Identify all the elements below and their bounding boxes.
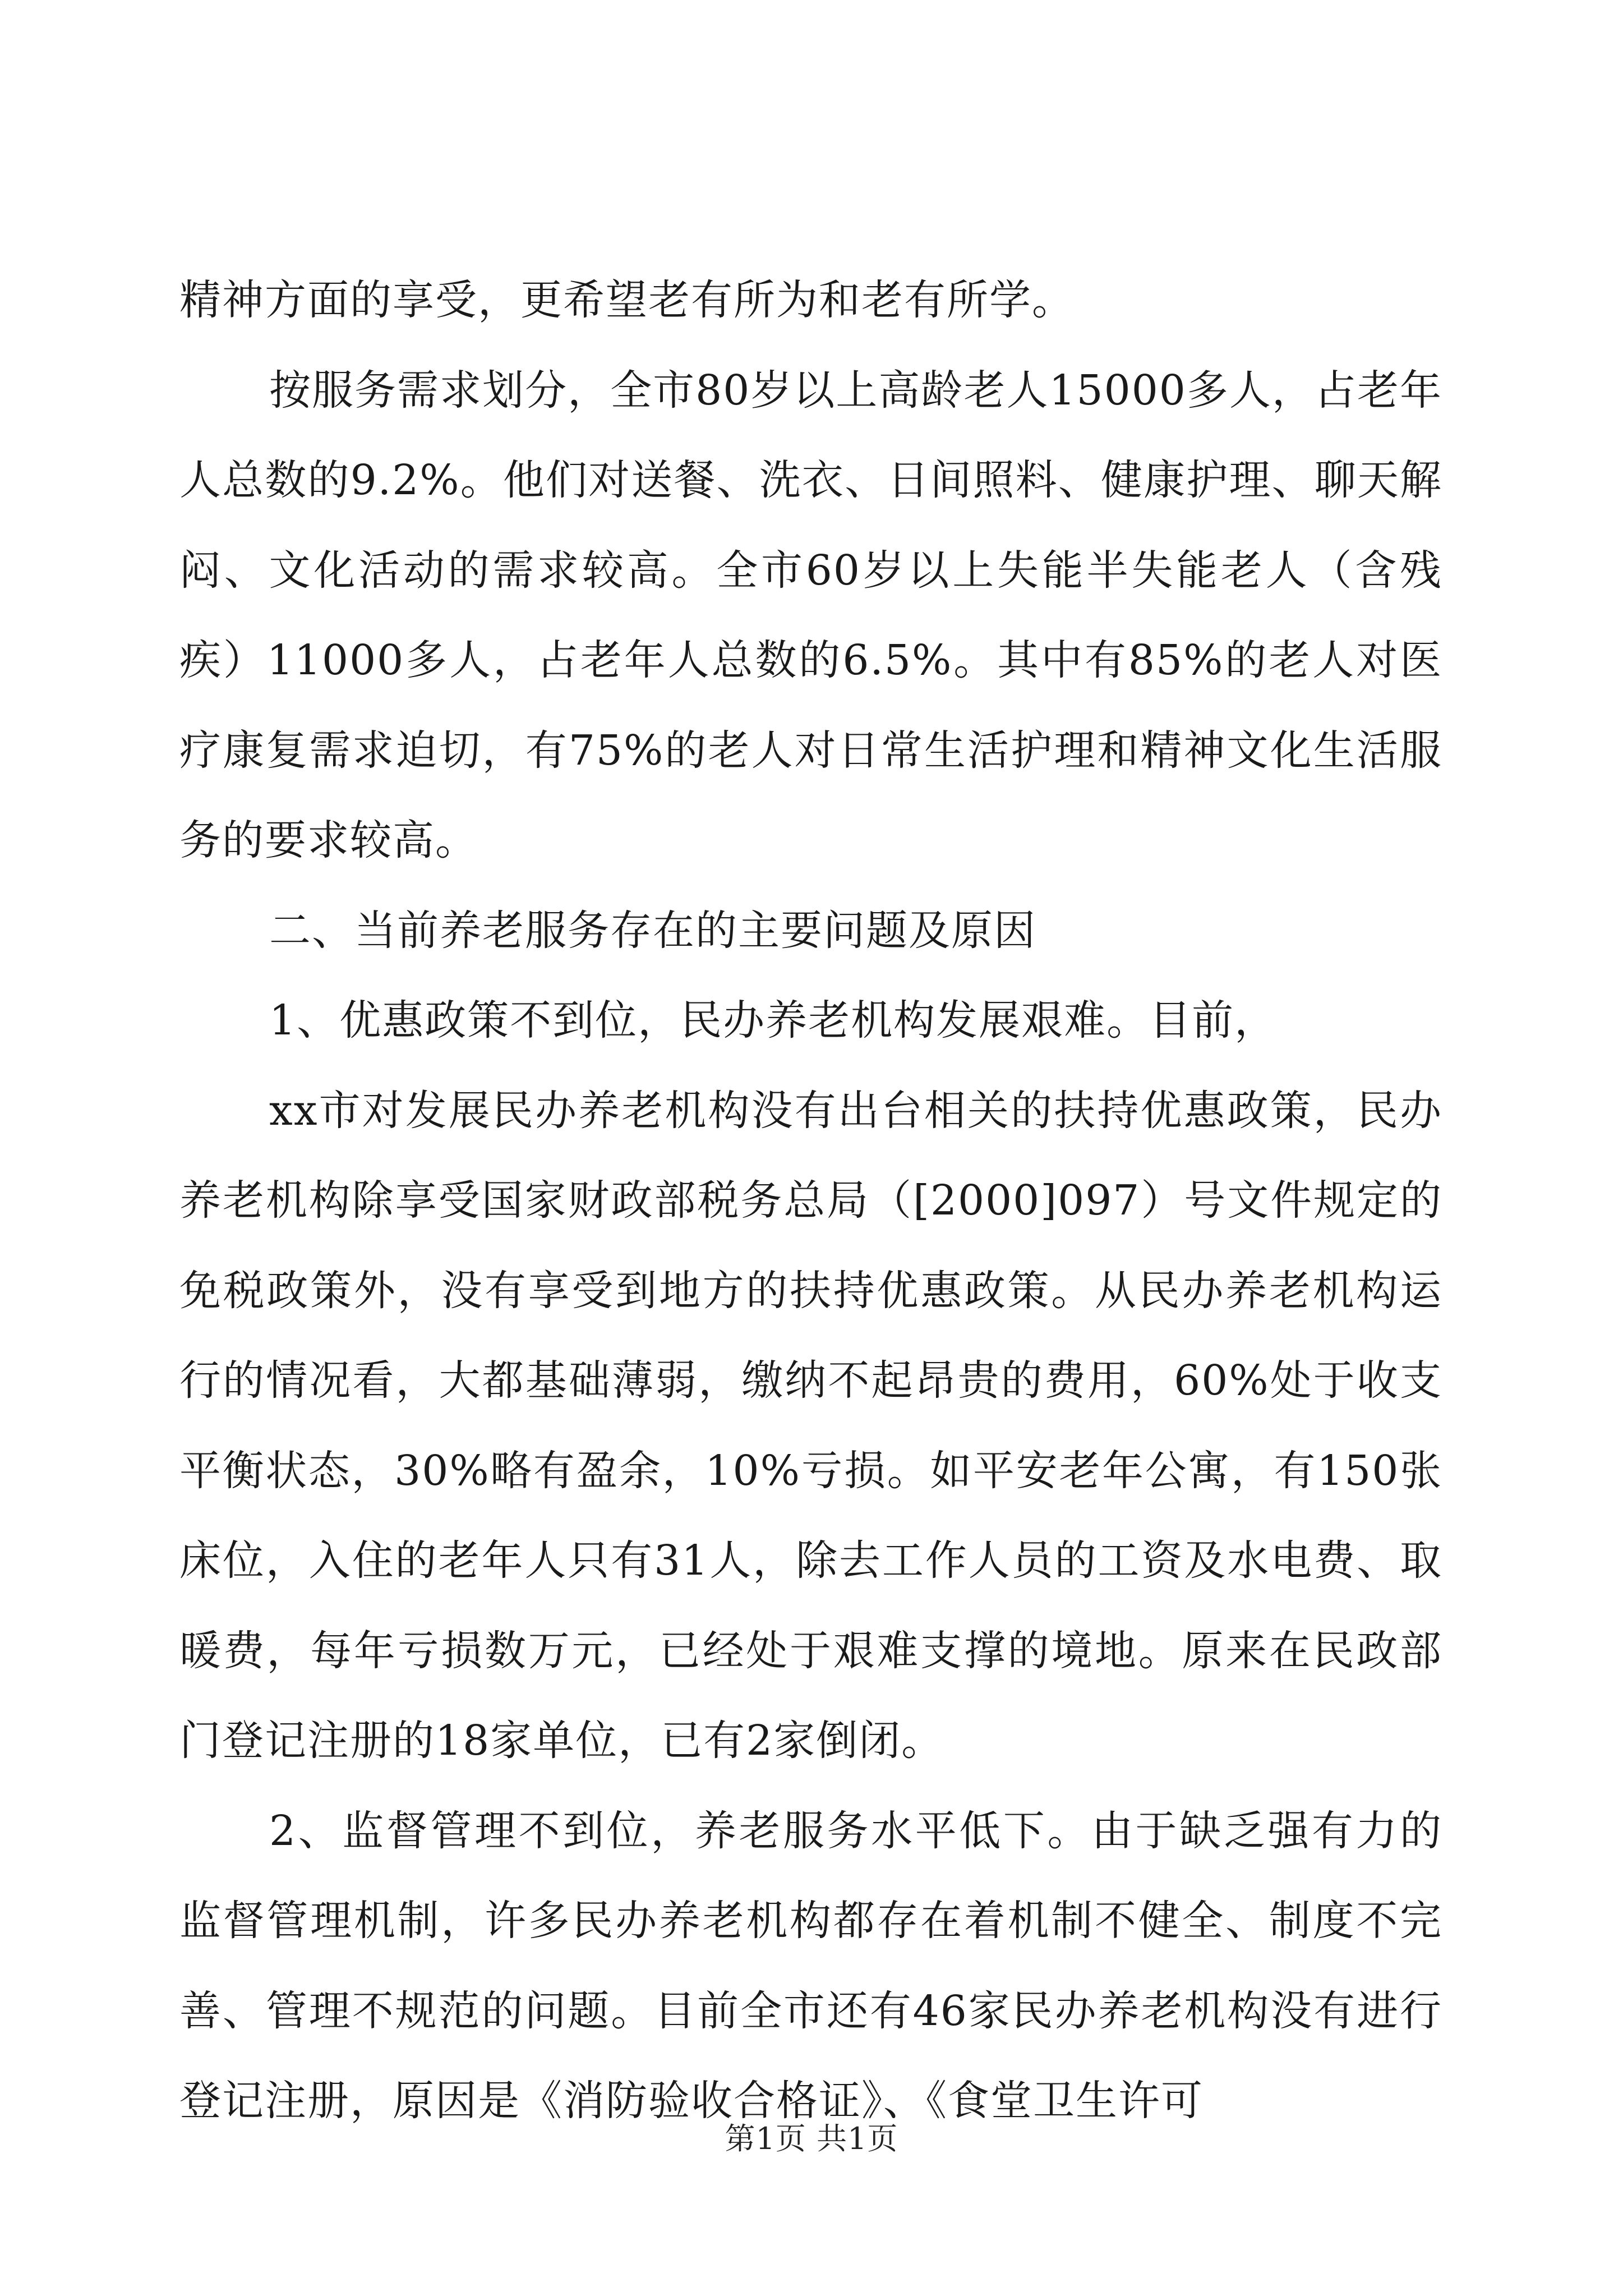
paragraph-1: 精神方面的享受，更希望老有所为和老有所学。 <box>179 276 1075 324</box>
section-heading: 二、当前养老服务存在的主要问题及原因 <box>269 906 1036 955</box>
page-number-footer: 第1页 共1页 <box>725 2121 898 2156</box>
document-body <box>179 255 1442 2146</box>
paragraph-2: 按服务需求划分，全市80岁以上高龄老人15000多人，占老年人总数的9.2%。他们对送餐、洗衣、日间照料、健康护理、聊天解闷、文化活动的需求较高。全市60岁以上失能半失能老人（含残疾）11000多人，占老年人总数的6.5%。其中有85%的老人对医疗康复需求迫切，有75%的老人对日常生活护理和精神文化生活服务的要求较高。 <box>179 366 1442 864</box>
paragraph-6: 2、监督管理不到位，养老服务水平低下。由于缺乏强有力的监督管理机制，许多民办养老机构都存在着机制不健全、制度不完善、管理不规范的问题。目前全市还有46家民办养老机构没有进行登记注册，原因是《消防验收合格证》、《食堂卫生许可 <box>179 1806 1442 2125</box>
paragraph-4: 1、优惠政策不到位，民办养老机构发展艰难。目前， <box>269 996 1278 1045</box>
paragraph-5: xx市对发展民办养老机构没有出台相关的扶持优惠政策，民办养老机构除享受国家财政部税务总局（[2000]097）号文件规定的免税政策外，没有享受到地方的扶持优惠政策。从民办养老机构运行的情况看，大都基础薄弱，缴纳不起昂贵的费用，60%处于收支平衡状态，30%略有盈余，10%亏损。如平安老年公寓，有150张床位，入住的老年人只有31人，除去工作人员的工资及水电费、取暖费，每年亏损数万元，已经处于艰难支撑的境地。原来在民政部门登记注册的18家单位，已有2家倒闭。 <box>179 1086 1442 1765</box>
